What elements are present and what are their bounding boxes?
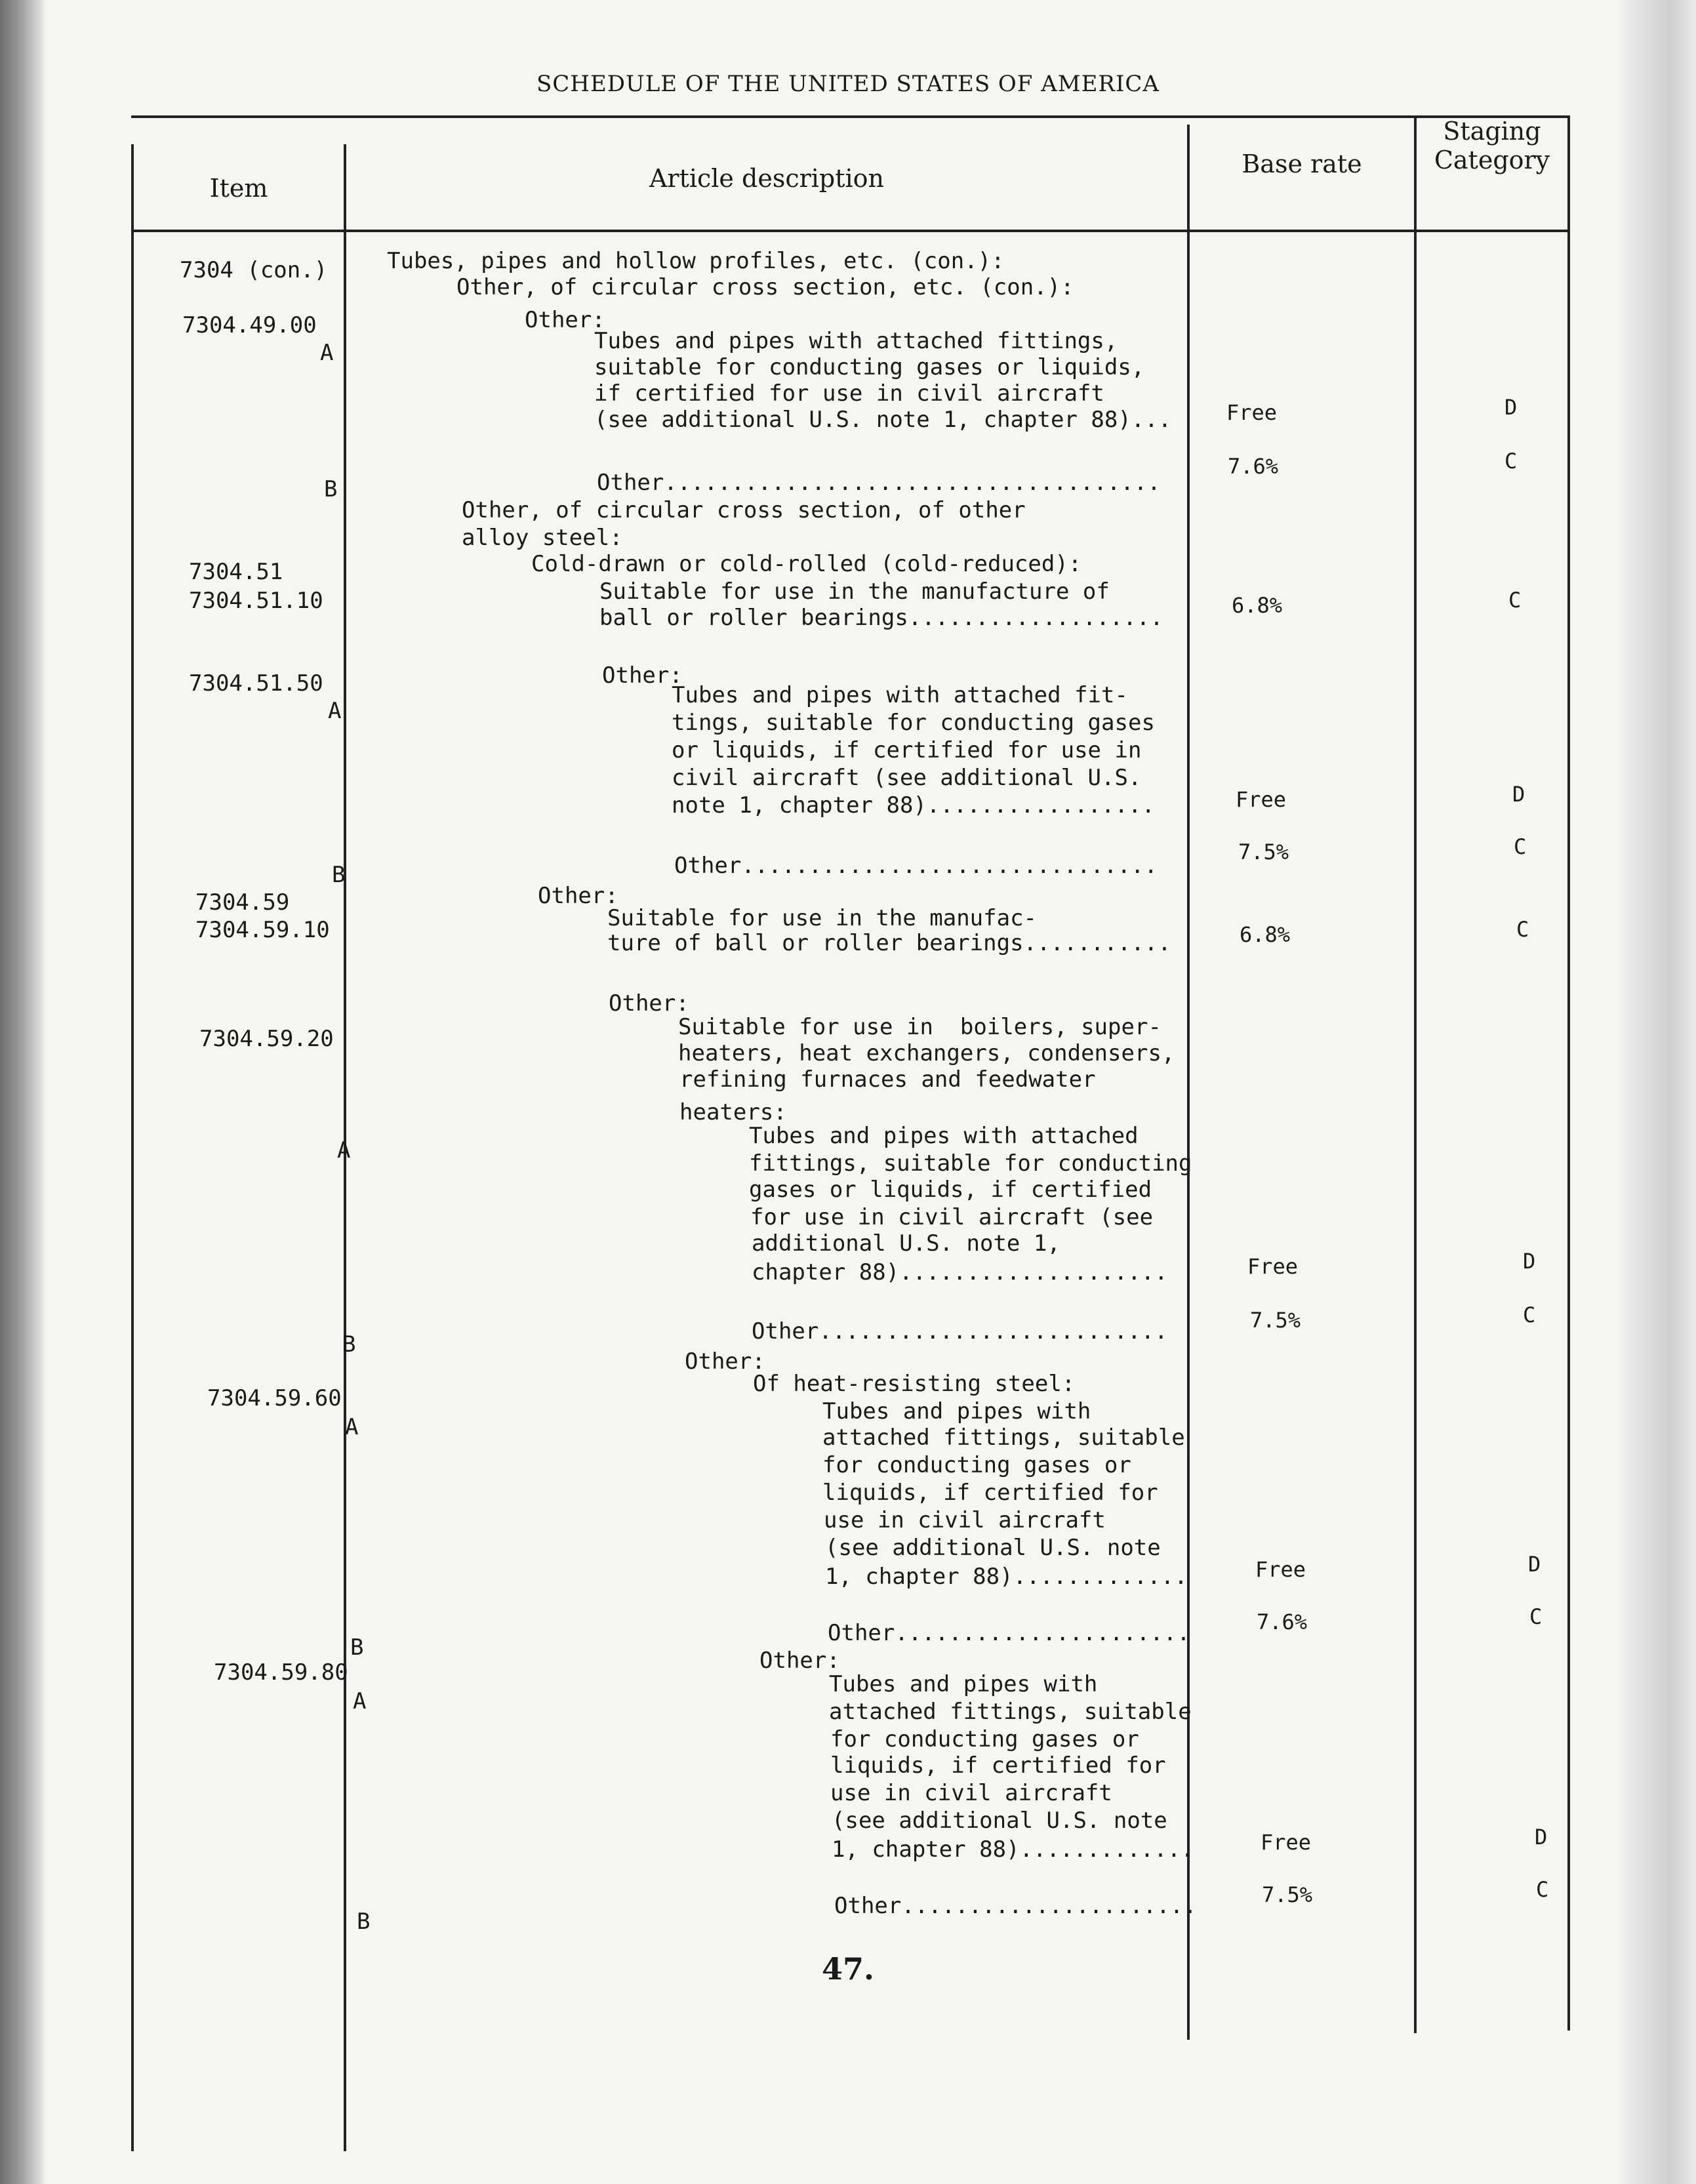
staging-category: C <box>1529 1604 1543 1629</box>
desc-line: Other...................... <box>834 1893 1197 1919</box>
desc-line: note 1, chapter 88)................. <box>672 792 1155 819</box>
scan-edge-right <box>1617 0 1696 2184</box>
desc-line: gases or liquids, if certified <box>749 1177 1152 1203</box>
desc-line: (see additional U.S. note 1, chapter 88)... <box>594 407 1172 433</box>
desc-line: for conducting gases or <box>830 1726 1139 1752</box>
desc-line: for use in civil aircraft (see <box>750 1204 1154 1230</box>
desc-line: heaters: <box>679 1099 787 1125</box>
desc-line: Other: <box>759 1648 840 1674</box>
staging-category: C <box>1523 1303 1536 1327</box>
desc-line: Tubes and pipes with <box>822 1398 1091 1425</box>
desc-line: Tubes and pipes with attached fittings, <box>594 328 1118 354</box>
header-description: Article description <box>649 164 885 193</box>
desc-line: alloy steel: <box>462 525 623 551</box>
header-bottom-rule <box>131 230 1569 232</box>
desc-line: suitable for conducting gases or liquids, <box>594 354 1145 380</box>
desc-line: use in civil aircraft <box>830 1780 1112 1806</box>
base-rate: 7.5% <box>1250 1308 1301 1333</box>
staging-category: D <box>1535 1825 1548 1850</box>
item-suffix: A <box>353 1688 367 1714</box>
base-rate: Free <box>1226 400 1278 425</box>
staging-category: C <box>1508 588 1522 613</box>
table-top-rule <box>131 115 1569 118</box>
desc-line: Tubes and pipes with attached fit- <box>672 682 1128 708</box>
desc-line: attached fittings, suitable <box>829 1699 1192 1725</box>
staging-category: D <box>1512 782 1525 807</box>
desc-line: Other: <box>685 1348 765 1375</box>
desc-line: Other, of circular cross section, of other <box>462 497 1026 523</box>
item-code: 7304.59 <box>195 889 290 916</box>
desc-line: Of heat-resisting steel: <box>753 1371 1076 1397</box>
item-suffix: A <box>337 1137 351 1163</box>
header-base-rate: Base rate <box>1242 150 1362 178</box>
desc-line: Other.......................... <box>752 1318 1168 1345</box>
base-rate: 7.6% <box>1228 454 1279 479</box>
base-rate: 6.8% <box>1232 593 1283 618</box>
col-rule-left <box>131 144 134 2151</box>
desc-line: Other...................... <box>828 1620 1190 1646</box>
desc-line: 1, chapter 88)............. <box>825 1564 1188 1590</box>
desc-line: (see additional U.S. note <box>832 1808 1167 1834</box>
item-suffix: B <box>342 1331 356 1358</box>
item-code: 7304.51 <box>189 559 283 585</box>
base-rate: Free <box>1261 1830 1312 1855</box>
staging-category: C <box>1536 1877 1549 1902</box>
desc-line: civil aircraft (see additional U.S. <box>672 765 1142 791</box>
desc-line: heaters, heat exchangers, condensers, <box>678 1040 1175 1066</box>
desc-line: Suitable for use in the manufac- <box>607 905 1038 931</box>
desc-line: Other: <box>525 307 605 333</box>
base-rate: 7.5% <box>1238 839 1289 864</box>
desc-line: (see additional U.S. note <box>825 1535 1161 1561</box>
scan-edge-left <box>0 0 46 2184</box>
base-rate: Free <box>1255 1557 1306 1582</box>
header-staging-category <box>1417 117 1567 174</box>
item-suffix: B <box>324 476 338 502</box>
item-code: 7304.59.60 <box>207 1385 342 1411</box>
desc-line: ball or roller bearings................... <box>599 605 1163 631</box>
desc-line: Cold-drawn or cold-rolled (cold-reduced): <box>531 551 1082 577</box>
item-code: 7304.49.00 <box>182 312 317 338</box>
col-rule-desc <box>1187 125 1190 2040</box>
desc-line: attached fittings, suitable <box>822 1425 1185 1451</box>
staging-category: C <box>1516 917 1529 942</box>
desc-line: Tubes and pipes with attached <box>749 1123 1139 1149</box>
item-suffix: A <box>345 1414 359 1440</box>
desc-line: tings, suitable for conducting gases <box>672 710 1155 736</box>
desc-line: Other, of circular cross section, etc. (con.): <box>456 274 1074 300</box>
item-code: 7304.51.10 <box>189 588 323 614</box>
col-rule-rate <box>1414 118 1417 2033</box>
base-rate: Free <box>1236 787 1287 812</box>
staging-category: D <box>1528 1552 1541 1577</box>
desc-line: Other............................... <box>674 853 1158 879</box>
desc-line: fittings, suitable for conducting <box>749 1150 1192 1177</box>
desc-line: liquids, if certified for <box>830 1752 1166 1779</box>
staging-category: D <box>1504 395 1518 420</box>
page-title: SCHEDULE OF THE UNITED STATES OF AMERICA <box>536 71 1160 97</box>
desc-line: use in civil aircraft <box>824 1507 1106 1533</box>
desc-line: for conducting gases or <box>822 1452 1131 1478</box>
item-code: 7304.59.80 <box>214 1659 348 1686</box>
desc-line: Suitable for use in the manufacture of <box>599 578 1110 605</box>
desc-line: refining furnaces and feedwater <box>679 1066 1096 1093</box>
desc-line: Suitable for use in boilers, super- <box>678 1014 1161 1040</box>
col-rule-right <box>1567 115 1570 2031</box>
staging-category: C <box>1514 834 1527 859</box>
desc-line: liquids, if certified for <box>822 1480 1158 1506</box>
desc-line: Other: <box>609 990 689 1017</box>
item-suffix: A <box>328 698 342 724</box>
item-code: 7304.51.50 <box>189 670 323 697</box>
desc-line: ture of ball or roller bearings........... <box>607 930 1171 956</box>
page-number: 47. <box>821 1951 875 1987</box>
item-suffix: B <box>332 862 346 888</box>
header-staging-line1: Staging <box>1443 117 1541 146</box>
desc-line: chapter 88).................... <box>752 1259 1168 1285</box>
base-rate: 7.6% <box>1257 1609 1308 1634</box>
desc-line: Tubes, pipes and hollow profiles, etc. (con.): <box>387 248 1005 274</box>
desc-line: additional U.S. note 1, <box>752 1230 1060 1257</box>
item-code: 7304.59.20 <box>199 1026 334 1052</box>
base-rate: 6.8% <box>1240 922 1291 947</box>
base-rate: 7.5% <box>1262 1882 1313 1907</box>
staging-category: C <box>1504 449 1518 474</box>
staging-category: D <box>1523 1249 1536 1274</box>
header-staging-line2: Category <box>1434 146 1550 174</box>
desc-line: Other: <box>538 883 618 909</box>
desc-line: Other..................................... <box>597 470 1161 496</box>
item-suffix: B <box>357 1909 371 1935</box>
item-code: 7304 (con.) <box>180 257 328 283</box>
header-item: Item <box>209 174 268 203</box>
desc-line: 1, chapter 88)............. <box>832 1836 1194 1863</box>
item-suffix: B <box>350 1634 364 1661</box>
item-suffix: A <box>320 340 334 366</box>
desc-line: Tubes and pipes with <box>829 1671 1098 1697</box>
item-code: 7304.59.10 <box>195 917 330 943</box>
desc-line: Other: <box>602 662 683 689</box>
desc-line: if certified for use in civil aircraft <box>594 380 1104 407</box>
desc-line: or liquids, if certified for use in <box>672 737 1142 763</box>
base-rate: Free <box>1247 1254 1299 1279</box>
